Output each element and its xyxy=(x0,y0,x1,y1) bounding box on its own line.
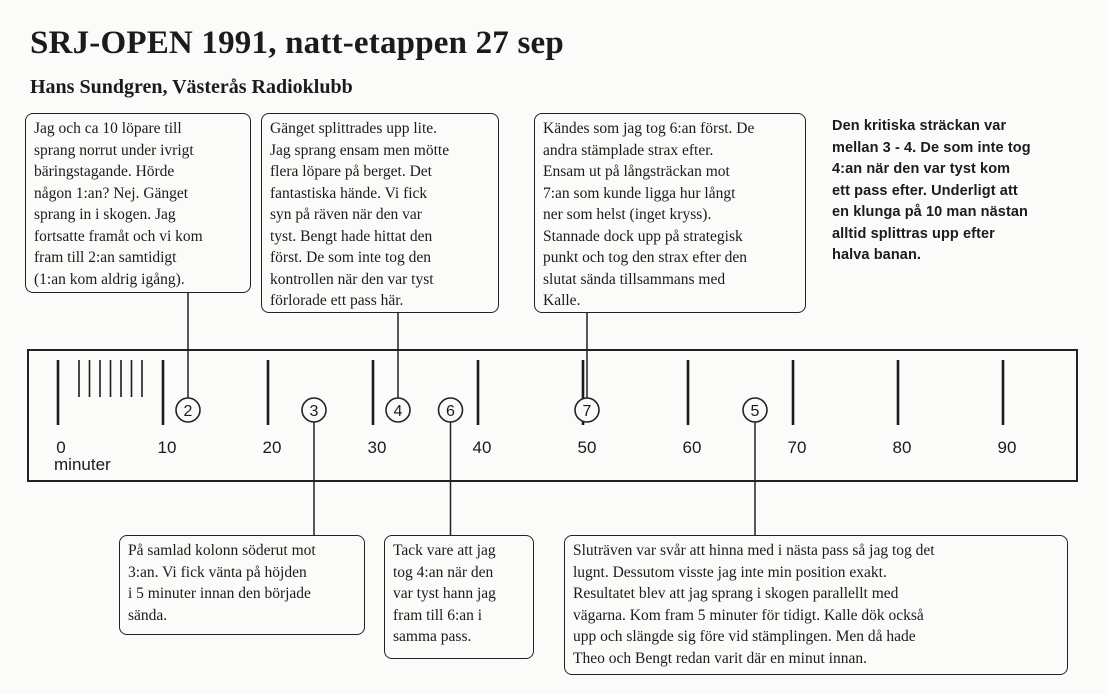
page-subtitle: Hans Sundgren, Västerås Radioklubb xyxy=(30,76,353,98)
tick-label: 40 xyxy=(472,438,492,457)
control-marker-label: 7 xyxy=(582,403,592,420)
tick-label: 0 xyxy=(56,438,66,457)
control-marker-label: 3 xyxy=(309,403,319,420)
control-leaders xyxy=(188,293,755,535)
tick-label: 70 xyxy=(787,438,807,457)
control-markers xyxy=(176,398,767,422)
timeline-ticks xyxy=(58,360,1003,425)
tick-label: 50 xyxy=(577,438,597,457)
page-title: SRJ-OPEN 1991, natt-etappen 27 sep xyxy=(30,25,564,61)
note-control-5: Sluträven var svår att hinna med i nästa pass så jag tog det lugnt. Dessutom visste jag inte min position exakt. Resultatet blev att jag sprang i skogen parallellt med vägarna. Kom fram 5 minuter för tidigt. Kalle dök också upp och slängde sig före vid stämplingen. Men då hade Theo och Bengt redan varit där en minut innan. xyxy=(564,535,1068,675)
unit-label: minuter xyxy=(54,455,111,474)
tick-label: 80 xyxy=(892,438,912,457)
tick-label: 10 xyxy=(157,438,177,457)
note-control-2: Jag och ca 10 löpare till sprang norrut under ivrigt bäringstagande. Hörde någon 1:an? Nej. Gänget sprang in i skogen. Jag fortsatte framåt och vi kom fram till 2:an samtidigt (1:an kom aldrig igång). xyxy=(25,113,251,293)
control-marker-label: 2 xyxy=(183,403,193,420)
control-marker-label: 6 xyxy=(446,403,455,420)
note-control-3: På samlad kolonn söderut mot 3:an. Vi fick vänta på höjden i 5 minuter innan den började sända. xyxy=(119,535,365,635)
timeline-tick-labels xyxy=(56,438,1016,457)
tick-label: 60 xyxy=(682,438,702,457)
control-marker-label: 4 xyxy=(393,403,403,420)
tick-label: 20 xyxy=(262,438,282,457)
tick-label: 90 xyxy=(997,438,1017,457)
tick-label: 30 xyxy=(367,438,387,457)
note-control-4: Gänget splittrades upp lite. Jag sprang ensam men mötte flera löpare på berget. Det fantastiska hände. Vi fick syn på räven när den var tyst. Bengt hade hittat den först. De som inte tog den kontrollen när den var tyst förlorade ett pass här. xyxy=(261,113,499,313)
note-control-7: Kändes som jag tog 6:an först. De andra stämplade strax efter. Ensam ut på långsträckan mot 7:an som kunde ligga hur långt ner som helst (inget kryss). Stannade dock upp på strategisk punkt och tog den strax efter den slutat sända tillsammans med Kalle. xyxy=(534,113,806,313)
control-marker-label: 5 xyxy=(750,403,760,420)
side-note-critical-leg: Den kritiska sträckan var mellan 3 - 4. De som inte tog 4:an när den var tyst kom ett pass efter. Underligt att en klunga på 10 man nästan alltid splittras upp efter halva banan. xyxy=(832,118,1031,263)
note-control-6: Tack vare att jag tog 4:an när den var tyst hann jag fram till 6:an i samma pass. xyxy=(384,535,534,659)
